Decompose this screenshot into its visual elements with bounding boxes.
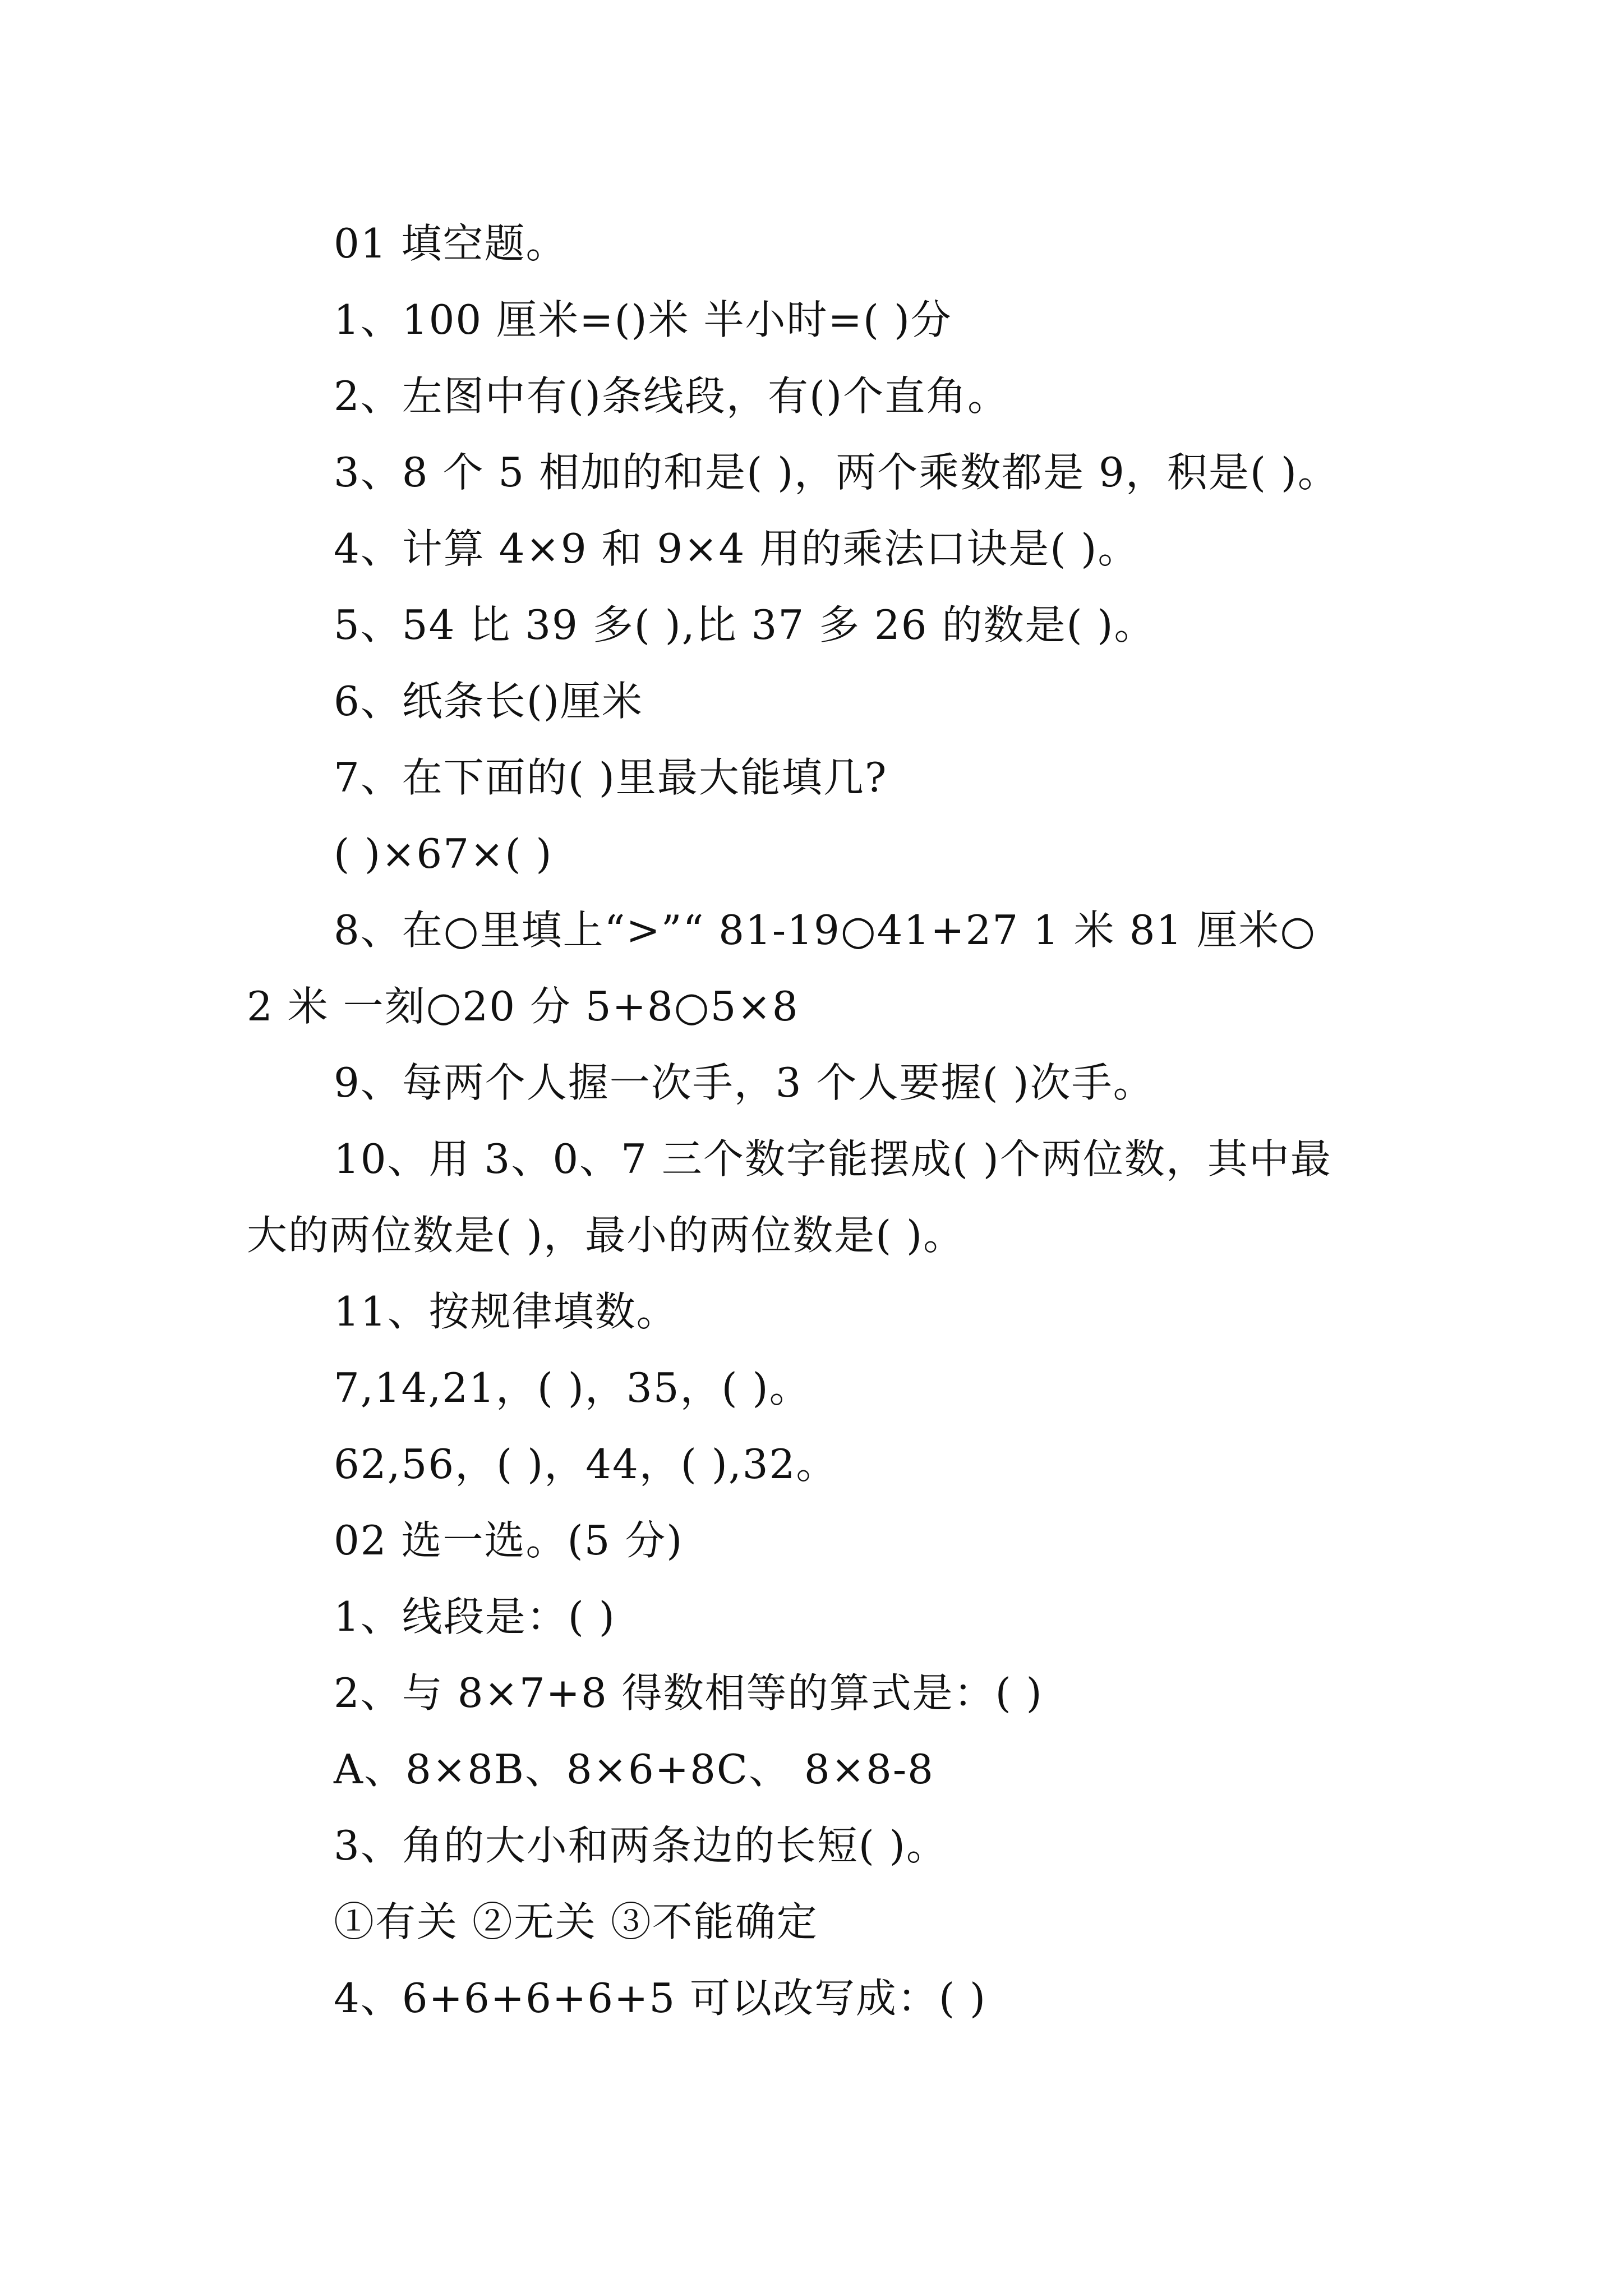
- question-line: 7、在下面的( )里最大能填几?: [334, 754, 888, 801]
- question-line: 11、按规律填数。: [334, 1288, 678, 1335]
- question-line: 3、角的大小和两条边的长短( )。: [334, 1822, 948, 1869]
- question-line: 6、纸条长()厘米: [334, 678, 643, 725]
- question-line: ( )×67×( ): [334, 830, 553, 877]
- answer-options: A、8×8B、8×6+8C、 8×8-8: [334, 1746, 934, 1793]
- question-line: 1、100 厘米=()米 半小时=( )分: [334, 296, 952, 343]
- question-line: 5、54 比 39 多( ),比 37 多 26 的数是( )。: [334, 601, 1156, 648]
- question-line-continued: 大的两位数是( )，最小的两位数是( )。: [247, 1212, 965, 1259]
- question-line: 62,56，( )，44，( ),32。: [334, 1441, 838, 1488]
- question-line: 7,14,21，( )，35，( )。: [334, 1364, 811, 1411]
- question-line: 10、用 3、0、7 三个数字能摆成( )个两位数，其中最: [334, 1135, 1332, 1182]
- question-line: 8、在○里填上“>”“ 81-19○41+27 1 米 81 厘米○: [334, 907, 1317, 954]
- answer-options: ①有关 ②无关 ③不能确定: [334, 1898, 818, 1945]
- question-line: 4、计算 4×9 和 9×4 用的乘法口诀是( )。: [334, 525, 1140, 572]
- section-heading-multiple-choice: 02 选一选。(5 分): [334, 1517, 684, 1564]
- question-line: 4、6+6+6+6+5 可以改写成：( ): [334, 1975, 987, 2022]
- section-heading-fill-blank: 01 填空题。: [334, 220, 568, 267]
- question-line: 3、8 个 5 相加的和是( )，两个乘数都是 9，积是( )。: [334, 449, 1339, 496]
- question-line: 9、每两个人握一次手，3 个人要握( )次手。: [334, 1059, 1155, 1106]
- question-line: 1、线段是：( ): [334, 1593, 616, 1640]
- question-line-continued: 2 米 一刻○20 分 5+8○5×8: [247, 983, 799, 1030]
- question-line: 2、左图中有()条线段，有()个直角。: [334, 372, 1009, 420]
- question-line: 2、与 8×7+8 得数相等的算式是：( ): [334, 1669, 1043, 1717]
